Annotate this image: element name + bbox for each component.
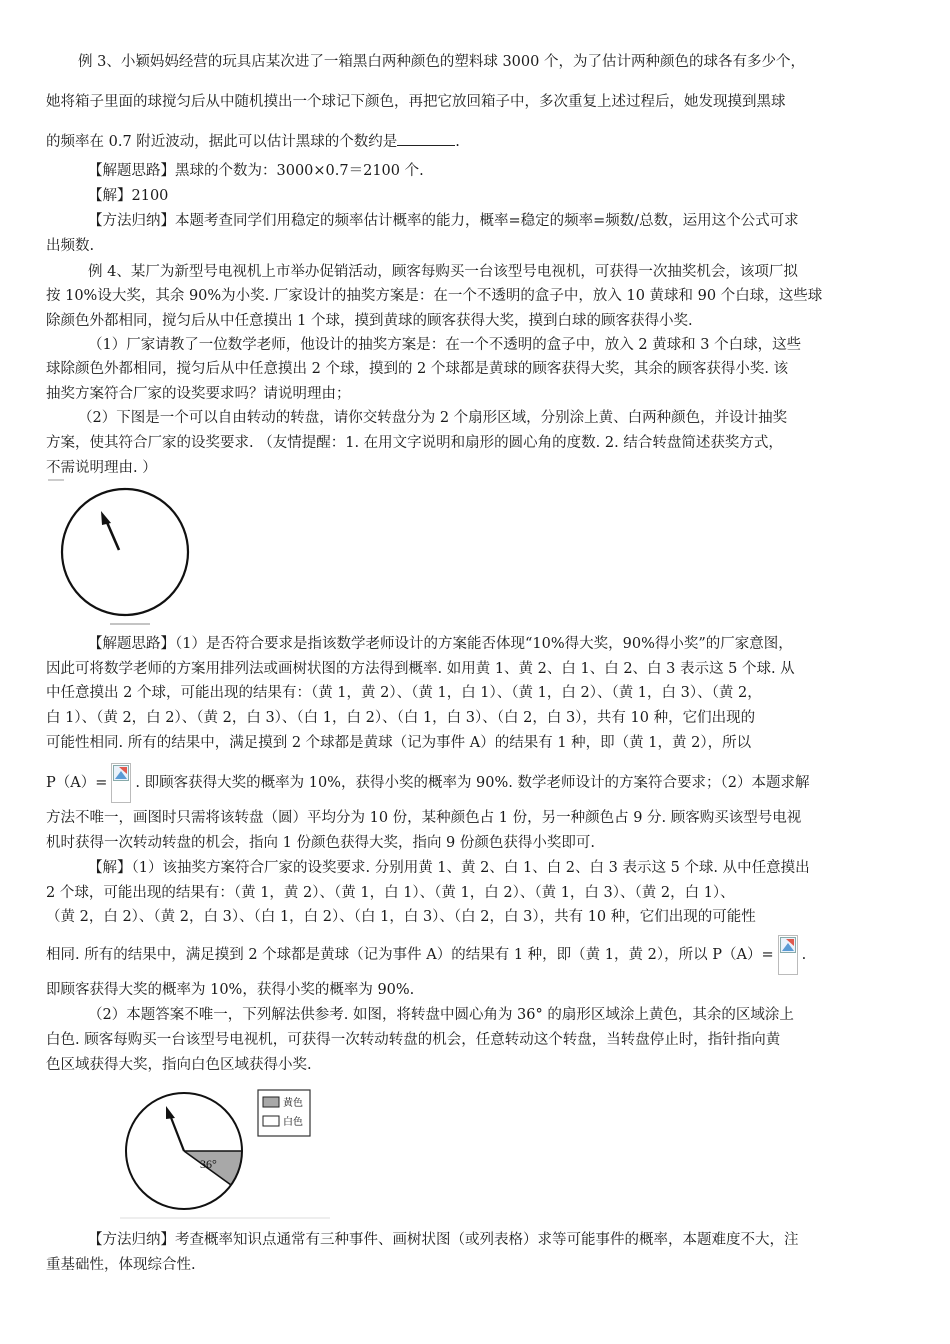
- ex3-line-3-end: .: [455, 134, 460, 150]
- legend-yellow-swatch: [263, 1097, 279, 1107]
- sol-line-3: （黄 2，白 2）、（黄 2，白 3）、（白 1，白 2）、（白 1，白 3）、（白 2，白 3），共有 10 种，它们出现的可能性: [46, 909, 756, 925]
- think-line-4: 白 1）、（黄 2，白 2）、（黄 2，白 3）、（白 1，白 2）、（白 1，白 3）、（白 2，白 3），共有 10 种，它们出现的: [46, 710, 756, 726]
- think-line-6-rest: . 即顾客获得大奖的概率为 10%，获得小奖的概率为 90%. 数学老师设计的方案符合要求；（2）本题求解: [135, 775, 810, 791]
- ex4-line-3: 除颜色外都相同，搅匀后从中任意摸出 1 个球，摸到黄球的顾客获得大奖，摸到白球的顾客获得小奖.: [46, 313, 693, 329]
- ex3-answer: 【解】2100: [88, 188, 169, 204]
- legend-white-swatch: [263, 1116, 279, 1126]
- ex4-q2-line-2: 方案，使其符合厂家的设奖要求. （友情提醒：1. 在用文字说明和扇形的圆心角的度数. 2. 结合转盘简述获奖方式，: [46, 435, 783, 451]
- ex4-q1-line-2: 球除颜色外都相同，搅匀后从中任意摸出 2 个球，摸到的 2 个球都是黄球的顾客获得大奖，其余的顾客获得小奖. 该: [46, 361, 789, 377]
- ex3-thinking: 【解题思路】黑球的个数为：3000×0.7＝2100 个.: [88, 163, 424, 179]
- think-line-6: [46, 762, 809, 804]
- ex4-q1-line-3: 抽奖方案符合厂家的设奖要求吗？请说明理由；: [46, 386, 351, 402]
- think-line-2: 因此可将数学老师的方案用排列法或画树状图的方法得到概率. 如用黄 1、黄 2、白 1、白 2、白 3 表示这 5 个球. 从: [46, 661, 795, 677]
- sol-line-1: 【解】（1）该抽奖方案符合厂家的设奖要求. 分别用黄 1、黄 2、白 1、白 2、白 3 表示这 5 个球. 从中任意摸出: [88, 860, 810, 876]
- spinner-figure: [40, 478, 200, 626]
- think-line-3: 中任意摸出 2 个球，可能出现的结果有：（黄 1，黄 2）、（黄 1，白 1）、（黄 1，白 2）、（黄 1，白 3）、（黄 2，: [46, 685, 762, 701]
- sol-line-5: 即顾客获得大奖的概率为 10%，获得小奖的概率为 90%.: [46, 982, 415, 998]
- spinner-pointer: [170, 1115, 184, 1151]
- summary-line-1: 【方法归纳】考查概率知识点通常有三种事件、画树状图（或列表格）求等可能事件的概率，本题难度不大，注: [88, 1232, 799, 1248]
- broken-image-icon: [778, 935, 798, 975]
- ex4-line-1: 例 4、某厂为新型号电视机上市举办促销活动，顾客每购买一台该型号电视机，可获得一次抽奖机会，该项厂拟: [88, 264, 798, 280]
- legend-yellow-label: 黄色: [283, 1098, 303, 1109]
- divided-spinner-figure: [120, 1086, 330, 1220]
- sol-line-6: （2）本题答案不唯一，下列解法供参考. 如图，将转盘中圆心角为 36° 的扇形区域涂上黄色，其余的区域涂上: [88, 1007, 794, 1023]
- answer-blank: [397, 133, 455, 146]
- think-line-7: 方法不唯一，画图时只需将该转盘（圆）平均分为 10 份，某种颜色占 1 份，另一种颜色占 9 分. 顾客购买该型号电视: [46, 810, 802, 826]
- pointer-arrowhead: [166, 1106, 175, 1119]
- ex3-line-1: 例 3、小颖妈妈经营的玩具店某次进了一箱黑白两种颜色的塑料球 3000 个，为了估计两种颜色的球各有多少个，: [78, 54, 805, 70]
- angle-label: 36°: [200, 1157, 217, 1171]
- spinner-circle: [62, 489, 188, 615]
- ex3-line-3-text: 的频率在 0.7 附近波动，据此可以估计黑球的个数约是: [46, 134, 398, 150]
- ex4-q1-line-1: （1）厂家请教了一位数学老师，他设计的抽奖方案是：在一个不透明的盒子中，放入 2 黄球和 3 个白球，这些: [88, 337, 802, 353]
- sol-line-4-end: .: [801, 947, 807, 963]
- ex3-method-2: 出频数.: [46, 238, 95, 254]
- ex4-line-2: 按 10%设大奖，其余 90%为小奖. 厂家设计的抽奖方案是：在一个不透明的盒子中，放入 10 黄球和 90 个白球，这些球: [46, 288, 823, 304]
- ex3-method-1: 【方法归纳】本题考查同学们用稳定的频率估计概率的能力，概率=稳定的频率=频数/总数，运用这个公式可求: [88, 213, 799, 229]
- sol-line-4: [46, 934, 806, 976]
- ex4-q2-line-1: （2）下图是一个可以自由转动的转盘，请你交转盘分为 2 个扇形区域，分别涂上黄、白两种颜色，并设计抽奖: [78, 410, 788, 426]
- sol-line-4-text: 相同. 所有的结果中，满足摸到 2 个球都是黄球（记为事件 A）的结果有 1 种，即（黄 1，黄 2），所以 P（A）=: [46, 947, 774, 963]
- legend-white-label: 白色: [283, 1117, 303, 1128]
- sol-line-7: 白色. 顾客每购买一台该型号电视机，可获得一次转动转盘的机会，任意转动这个转盘，当转盘停止时，指针指向黄: [46, 1032, 781, 1048]
- ex3-line-3: [46, 132, 460, 152]
- sol-line-2: 2 个球，可能出现的结果有：（黄 1，黄 2）、（黄 1，白 1）、（黄 1，白 2）、（黄 1，白 3）、（黄 2，白 1）、: [46, 885, 735, 901]
- think-line-1: 【解题思路】（1）是否符合要求是指该数学老师设计的方案能否体现“10%得大奖，90%得小奖”的厂家意图，: [88, 636, 793, 652]
- sol-line-8: 色区域获得大奖，指向白色区域获得小奖.: [46, 1057, 312, 1073]
- probability-expression: P（A）=: [46, 775, 108, 791]
- broken-image-icon: [111, 763, 131, 803]
- ex3-line-2: 她将箱子里面的球搅匀后从中随机摸出一个球记下颜色，再把它放回箱子中，多次重复上述过程后，她发现摸到黑球: [46, 94, 786, 110]
- summary-line-2: 重基础性，体现综合性.: [46, 1257, 196, 1273]
- think-line-5: 可能性相同. 所有的结果中，满足摸到 2 个球都是黄球（记为事件 A）的结果有 1 种，即（黄 1，黄 2），所以: [46, 735, 752, 751]
- ex4-q2-line-3: 不需说明理由. ）: [46, 460, 157, 476]
- think-line-8: 机时获得一次转动转盘的机会，指向 1 份颜色获得大奖，指向 9 份颜色获得小奖即可.: [46, 835, 595, 851]
